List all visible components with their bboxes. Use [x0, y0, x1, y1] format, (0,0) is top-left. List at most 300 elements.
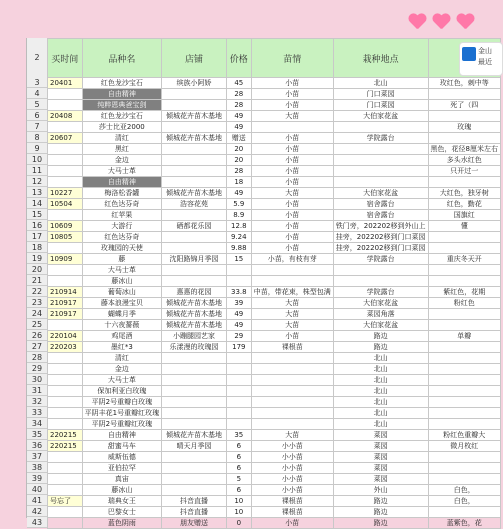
cell-shop[interactable]: 倾城花卉苗木基地	[162, 298, 227, 309]
cell-shop[interactable]: 沈阳路锦月季园	[162, 254, 227, 265]
cell-shop[interactable]: 小蹦腿园艺家	[162, 331, 227, 342]
cell-price[interactable]: 9.88	[226, 243, 251, 254]
row-number[interactable]: 27	[27, 341, 47, 352]
cell-shop[interactable]	[162, 386, 227, 397]
cell-price[interactable]: 赠送	[226, 133, 251, 144]
cell-seedling[interactable]	[251, 276, 333, 287]
cell-seedling[interactable]	[251, 375, 333, 386]
cell-notes[interactable]: 重庆冬天开	[428, 254, 501, 265]
row-number[interactable]: 24	[27, 308, 47, 319]
cell-date[interactable]: 210917	[48, 309, 83, 320]
cell-price[interactable]: 20	[226, 144, 251, 155]
cell-variety[interactable]: 大游行	[82, 221, 162, 232]
cell-variety[interactable]: 莎士比亚2000	[82, 122, 162, 133]
cell-shop[interactable]	[162, 408, 227, 419]
cell-seedling[interactable]: 大苗	[251, 188, 333, 199]
row-number[interactable]: 19	[27, 253, 47, 264]
cell-variety[interactable]: 蓝色阴雨	[82, 518, 162, 529]
table-row[interactable]	[48, 452, 501, 463]
cell-date[interactable]	[48, 452, 83, 463]
cell-shop[interactable]	[162, 155, 227, 166]
table-row[interactable]	[48, 232, 501, 243]
cell-date[interactable]: 220215	[48, 441, 83, 452]
cell-variety[interactable]: 保加利亚白玫瑰	[82, 386, 162, 397]
cell-notes[interactable]: 懂	[428, 221, 501, 232]
cell-seedling[interactable]: 大苗	[251, 309, 333, 320]
cell-seedling[interactable]: 裸根苗	[251, 507, 333, 518]
table-row[interactable]	[48, 199, 501, 210]
cell-price[interactable]: 39	[226, 298, 251, 309]
row-number[interactable]: 13	[27, 187, 47, 198]
cell-seedling[interactable]: 小苗	[251, 177, 333, 188]
cell-seedling[interactable]	[251, 386, 333, 397]
cell-seedling[interactable]: 小苗	[251, 221, 333, 232]
row-number[interactable]: 34	[27, 418, 47, 429]
row-number[interactable]: 9	[27, 143, 47, 154]
row-number[interactable]: 41	[27, 495, 47, 506]
table-row[interactable]	[48, 254, 501, 265]
cell-price[interactable]: 33.8	[226, 287, 251, 298]
table-row[interactable]	[48, 430, 501, 441]
cell-date[interactable]: 10227	[48, 188, 83, 199]
cell-notes[interactable]: 微月枚红	[428, 441, 501, 452]
cell-date[interactable]	[48, 166, 83, 177]
cell-price[interactable]	[226, 397, 251, 408]
cell-date[interactable]	[48, 463, 83, 474]
cell-location[interactable]: 北山	[333, 408, 428, 419]
cell-date[interactable]	[48, 210, 83, 221]
cell-shop[interactable]	[162, 144, 227, 155]
cell-location[interactable]: 挂旁，202202移到门口菜园	[333, 243, 428, 254]
cell-variety[interactable]: 平阴丰花1号重瓣红玫瑰	[82, 408, 162, 419]
cell-shop[interactable]: 浩容花苑	[162, 199, 227, 210]
cell-notes[interactable]	[428, 364, 501, 375]
cell-price[interactable]: 49	[226, 320, 251, 331]
cell-shop[interactable]	[162, 210, 227, 221]
cell-date[interactable]	[48, 177, 83, 188]
col-header-variety[interactable]: 品种名	[82, 39, 162, 78]
cell-date[interactable]	[48, 419, 83, 430]
cell-date[interactable]: 20607	[48, 133, 83, 144]
cell-shop[interactable]	[162, 353, 227, 364]
cell-seedling[interactable]: 小小苗	[251, 474, 333, 485]
cell-shop[interactable]	[162, 122, 227, 133]
cell-shop[interactable]	[162, 166, 227, 177]
cell-variety[interactable]: 巴黎女士	[82, 507, 162, 518]
cell-price[interactable]: 49	[226, 111, 251, 122]
cell-notes[interactable]	[428, 133, 501, 144]
cell-seedling[interactable]: 小小苗	[251, 485, 333, 496]
cell-seedling[interactable]: 小小苗	[251, 463, 333, 474]
cell-seedling[interactable]	[251, 364, 333, 375]
cell-variety[interactable]: 平阴2号重瓣红玫瑰	[82, 419, 162, 430]
cell-location[interactable]: 路边	[333, 496, 428, 507]
cell-location[interactable]: 菜园	[333, 430, 428, 441]
cell-date[interactable]: 10805	[48, 232, 83, 243]
cell-notes[interactable]	[428, 463, 501, 474]
cell-location[interactable]: 菜园	[333, 463, 428, 474]
cell-date[interactable]	[48, 89, 83, 100]
cell-notes[interactable]	[428, 386, 501, 397]
cell-seedling[interactable]: 小苗	[251, 199, 333, 210]
cell-notes[interactable]: 红色，勤花	[428, 199, 501, 210]
cell-notes[interactable]: 单瓣	[428, 331, 501, 342]
col-header-price[interactable]: 价格	[226, 39, 251, 78]
cell-seedling[interactable]: 小苗	[251, 210, 333, 221]
cell-shop[interactable]: 倾城花卉苗木基地	[162, 309, 227, 320]
cell-notes[interactable]	[428, 353, 501, 364]
cell-price[interactable]: 49	[226, 122, 251, 133]
cell-date[interactable]	[48, 474, 83, 485]
table-row[interactable]	[48, 397, 501, 408]
cell-variety[interactable]: 蝴蝶月季	[82, 309, 162, 320]
cell-notes[interactable]: 多头水红色	[428, 155, 501, 166]
cell-location[interactable]: 挂旁，202202移到门口菜园	[333, 232, 428, 243]
table-row[interactable]	[48, 507, 501, 518]
cell-price[interactable]	[226, 386, 251, 397]
row-number[interactable]: 3	[27, 77, 47, 88]
cell-seedling[interactable]: 小苗	[251, 243, 333, 254]
table-row[interactable]	[48, 166, 501, 177]
cell-location[interactable]: 北山	[333, 419, 428, 430]
cell-price[interactable]	[226, 375, 251, 386]
cell-location[interactable]	[333, 122, 428, 133]
table-row[interactable]	[48, 309, 501, 320]
cell-shop[interactable]	[162, 232, 227, 243]
cell-variety[interactable]: 清红	[82, 353, 162, 364]
row-number-header[interactable]: 2	[27, 38, 47, 78]
cell-location[interactable]: 北山	[333, 78, 428, 89]
cell-price[interactable]: 6	[226, 441, 251, 452]
cell-shop[interactable]: 朋友赠送	[162, 518, 227, 529]
cell-location[interactable]: 学院露台	[333, 133, 428, 144]
cell-price[interactable]	[226, 419, 251, 430]
cell-location[interactable]: 菜园角落	[333, 309, 428, 320]
cell-notes[interactable]: 粉红色重瓣大	[428, 430, 501, 441]
cell-seedling[interactable]: 小苗	[251, 100, 333, 111]
cell-seedling[interactable]	[251, 353, 333, 364]
table-row[interactable]	[48, 485, 501, 496]
data-table[interactable]	[47, 38, 501, 529]
cell-location[interactable]: 大伯家花盆	[333, 188, 428, 199]
cell-notes[interactable]	[428, 452, 501, 463]
table-row[interactable]	[48, 496, 501, 507]
cell-price[interactable]: 28	[226, 89, 251, 100]
cell-date[interactable]: 号忘了	[48, 496, 83, 507]
cell-seedling[interactable]: 裸根苗	[251, 342, 333, 353]
cell-notes[interactable]: 紫红色，花期	[428, 287, 501, 298]
cell-notes[interactable]: 国旗红	[428, 210, 501, 221]
cell-price[interactable]	[226, 353, 251, 364]
cell-shop[interactable]	[162, 452, 227, 463]
cell-location[interactable]: 学院露台	[333, 287, 428, 298]
row-number[interactable]: 18	[27, 242, 47, 253]
cell-date[interactable]	[48, 485, 83, 496]
cell-notes[interactable]	[428, 397, 501, 408]
cell-notes[interactable]	[428, 507, 501, 518]
table-row[interactable]	[48, 298, 501, 309]
row-number[interactable]: 22	[27, 286, 47, 297]
row-number[interactable]: 17	[27, 231, 47, 242]
cell-location[interactable]	[333, 166, 428, 177]
cell-price[interactable]: 18	[226, 177, 251, 188]
table-row[interactable]	[48, 364, 501, 375]
cell-date[interactable]	[48, 122, 83, 133]
cell-seedling[interactable]	[251, 408, 333, 419]
cell-date[interactable]: 20401	[48, 78, 83, 89]
cell-price[interactable]: 12.8	[226, 221, 251, 232]
cell-notes[interactable]	[428, 309, 501, 320]
cell-price[interactable]	[226, 265, 251, 276]
col-header-shop[interactable]: 店铺	[162, 39, 227, 78]
table-row[interactable]	[48, 375, 501, 386]
cell-variety[interactable]: 大马士革	[82, 375, 162, 386]
cell-seedling[interactable]: 裸根苗	[251, 496, 333, 507]
cell-variety[interactable]: 平阴2号重瓣白玫瑰	[82, 397, 162, 408]
cell-seedling[interactable]: 小小苗	[251, 441, 333, 452]
cell-date[interactable]: 210914	[48, 287, 83, 298]
cell-seedling[interactable]	[251, 122, 333, 133]
table-row[interactable]	[48, 342, 501, 353]
table-row[interactable]	[48, 221, 501, 232]
cell-date[interactable]: 220104	[48, 331, 83, 342]
cell-variety[interactable]: 甜蜜马车	[82, 441, 162, 452]
cell-shop[interactable]: 抖音直播	[162, 496, 227, 507]
row-number[interactable]: 29	[27, 363, 47, 374]
cell-variety[interactable]: 黑红	[82, 144, 162, 155]
cell-price[interactable]: 45	[226, 78, 251, 89]
cell-shop[interactable]: 倾城花卉苗木基地	[162, 320, 227, 331]
cell-price[interactable]: 0	[226, 518, 251, 529]
cell-location[interactable]: 宿舍露台	[333, 210, 428, 221]
table-row[interactable]	[48, 155, 501, 166]
row-number[interactable]: 11	[27, 165, 47, 176]
table-row[interactable]	[48, 287, 501, 298]
cell-variety[interactable]: 红苹果	[82, 210, 162, 221]
row-number[interactable]: 39	[27, 473, 47, 484]
cell-location[interactable]: 门口菜园	[333, 89, 428, 100]
cell-notes[interactable]	[428, 243, 501, 254]
cell-variety[interactable]: 红色达芬奇	[82, 199, 162, 210]
table-row[interactable]	[48, 144, 501, 155]
table-row[interactable]	[48, 122, 501, 133]
row-number[interactable]: 5	[27, 99, 47, 110]
cell-shop[interactable]: 倾城花卉苗木基地	[162, 111, 227, 122]
row-number[interactable]: 43	[27, 517, 47, 528]
row-number[interactable]: 25	[27, 319, 47, 330]
table-row[interactable]	[48, 78, 501, 89]
cell-date[interactable]: 220203	[48, 342, 83, 353]
cell-location[interactable]: 北山	[333, 375, 428, 386]
cell-shop[interactable]	[162, 419, 227, 430]
cell-date[interactable]: 210917	[48, 298, 83, 309]
table-row[interactable]	[48, 133, 501, 144]
table-row[interactable]	[48, 188, 501, 199]
row-number[interactable]: 36	[27, 440, 47, 451]
row-number[interactable]: 12	[27, 176, 47, 187]
cell-date[interactable]	[48, 100, 83, 111]
table-row[interactable]	[48, 89, 501, 100]
cell-variety[interactable]: 梅洛松香罐	[82, 188, 162, 199]
cell-price[interactable]: 5	[226, 474, 251, 485]
cell-seedling[interactable]: 小苗	[251, 518, 333, 529]
cell-location[interactable]: 菜园	[333, 474, 428, 485]
cell-seedling[interactable]: 小苗	[251, 144, 333, 155]
cell-shop[interactable]	[162, 265, 227, 276]
cell-date[interactable]	[48, 507, 83, 518]
cell-date[interactable]: 10609	[48, 221, 83, 232]
cell-date[interactable]	[48, 518, 83, 529]
row-number[interactable]: 31	[27, 385, 47, 396]
spreadsheet[interactable]	[26, 38, 501, 527]
row-number[interactable]: 26	[27, 330, 47, 341]
cell-shop[interactable]	[162, 364, 227, 375]
cell-notes[interactable]: 只开过一	[428, 166, 501, 177]
row-number[interactable]: 6	[27, 110, 47, 121]
cell-seedling[interactable]: 小苗	[251, 166, 333, 177]
cell-notes[interactable]: 死了（四	[428, 100, 501, 111]
table-row[interactable]	[48, 518, 501, 529]
cell-seedling[interactable]: 小苗	[251, 232, 333, 243]
cell-date[interactable]	[48, 364, 83, 375]
cell-location[interactable]	[333, 144, 428, 155]
col-header-date[interactable]: 买时间	[48, 39, 83, 78]
cell-variety[interactable]: 墨红*3	[82, 342, 162, 353]
cell-variety[interactable]: 藤	[82, 254, 162, 265]
cell-price[interactable]: 15	[226, 254, 251, 265]
cell-notes[interactable]	[428, 276, 501, 287]
cell-notes[interactable]: 粉红色	[428, 298, 501, 309]
cell-variety[interactable]: 自由精神	[82, 89, 162, 100]
cell-location[interactable]: 菜园	[333, 452, 428, 463]
table-row[interactable]	[48, 386, 501, 397]
cell-notes[interactable]	[428, 89, 501, 100]
cell-price[interactable]: 10	[226, 496, 251, 507]
table-row[interactable]	[48, 441, 501, 452]
cell-seedling[interactable]: 小苗，有枝有芽	[251, 254, 333, 265]
cell-price[interactable]: 10	[226, 507, 251, 518]
cell-location[interactable]: 菜园	[333, 441, 428, 452]
row-number[interactable]: 21	[27, 275, 47, 286]
cell-seedling[interactable]: 小小苗	[251, 452, 333, 463]
cell-date[interactable]	[48, 276, 83, 287]
row-number[interactable]: 7	[27, 121, 47, 132]
cell-notes[interactable]	[428, 375, 501, 386]
table-row[interactable]	[48, 265, 501, 276]
cell-notes[interactable]: 白色，	[428, 485, 501, 496]
table-row[interactable]	[48, 474, 501, 485]
cell-shop[interactable]: 抖音直播	[162, 507, 227, 518]
cell-price[interactable]	[226, 276, 251, 287]
cell-price[interactable]: 28	[226, 166, 251, 177]
cell-shop[interactable]	[162, 276, 227, 287]
cell-date[interactable]: 10909	[48, 254, 83, 265]
cell-seedling[interactable]: 中苗，带花束，株型包满	[251, 287, 333, 298]
cell-price[interactable]: 6	[226, 452, 251, 463]
cell-shop[interactable]	[162, 397, 227, 408]
app-badge[interactable]	[459, 42, 503, 76]
cell-price[interactable]	[226, 364, 251, 375]
cell-price[interactable]: 35	[226, 430, 251, 441]
cell-seedling[interactable]: 小苗	[251, 155, 333, 166]
cell-variety[interactable]: 金边	[82, 155, 162, 166]
cell-variety[interactable]: 藤本浪漫宝贝	[82, 298, 162, 309]
cell-price[interactable]: 179	[226, 342, 251, 353]
cell-shop[interactable]	[162, 474, 227, 485]
cell-variety[interactable]: 威斯伍德	[82, 452, 162, 463]
cell-location[interactable]: 外山	[333, 485, 428, 496]
cell-shop[interactable]: 惠惠的花园	[162, 287, 227, 298]
cell-variety[interactable]: 鸡尾酒	[82, 331, 162, 342]
cell-shop[interactable]	[162, 177, 227, 188]
cell-variety[interactable]: 红色龙沙宝石	[82, 78, 162, 89]
cell-notes[interactable]	[428, 111, 501, 122]
cell-variety[interactable]: 瑞典女王	[82, 496, 162, 507]
cell-variety[interactable]: 纯粹恩典爸宝剑	[82, 100, 162, 111]
cell-notes[interactable]	[428, 320, 501, 331]
cell-notes[interactable]	[428, 474, 501, 485]
cell-location[interactable]: 铁门旁，202202移到外山上	[333, 221, 428, 232]
cell-notes[interactable]	[428, 342, 501, 353]
cell-shop[interactable]: 晴天月季园	[162, 441, 227, 452]
cell-location[interactable]: 学院露台	[333, 254, 428, 265]
cell-location[interactable]: 大伯家花盆	[333, 298, 428, 309]
cell-variety[interactable]: 金边	[82, 364, 162, 375]
cell-notes[interactable]	[428, 232, 501, 243]
table-row[interactable]	[48, 408, 501, 419]
cell-price[interactable]: 6	[226, 485, 251, 496]
cell-shop[interactable]	[162, 463, 227, 474]
cell-shop[interactable]: 缤族小阿娇	[162, 78, 227, 89]
table-row[interactable]	[48, 353, 501, 364]
cell-location[interactable]: 路边	[333, 342, 428, 353]
table-row[interactable]	[48, 111, 501, 122]
row-number[interactable]: 16	[27, 220, 47, 231]
cell-seedling[interactable]: 小苗	[251, 89, 333, 100]
cell-variety[interactable]: 红色龙沙宝石	[82, 111, 162, 122]
cell-date[interactable]	[48, 386, 83, 397]
row-number[interactable]: 10	[27, 154, 47, 165]
table-row[interactable]	[48, 210, 501, 221]
cell-location[interactable]: 北山	[333, 364, 428, 375]
col-header-seedling[interactable]: 苗情	[251, 39, 333, 78]
cell-location[interactable]	[333, 265, 428, 276]
cell-variety[interactable]: 清红	[82, 133, 162, 144]
table-row[interactable]	[48, 320, 501, 331]
cell-location[interactable]	[333, 276, 428, 287]
cell-notes[interactable]: 玫红色，刺中等	[428, 78, 501, 89]
row-number[interactable]: 40	[27, 484, 47, 495]
cell-notes[interactable]: 黑色，花径8厘米左右	[428, 144, 501, 155]
cell-price[interactable]: 8.9	[226, 210, 251, 221]
cell-date[interactable]	[48, 155, 83, 166]
cell-notes[interactable]: 玫瑰	[428, 122, 501, 133]
cell-notes[interactable]: 白色，	[428, 496, 501, 507]
cell-date[interactable]	[48, 265, 83, 276]
cell-variety[interactable]: 亚伯拉罕	[82, 463, 162, 474]
cell-date[interactable]	[48, 144, 83, 155]
row-number[interactable]: 32	[27, 396, 47, 407]
cell-location[interactable]: 路边	[333, 507, 428, 518]
row-number[interactable]: 23	[27, 297, 47, 308]
cell-seedling[interactable]	[251, 397, 333, 408]
cell-date[interactable]	[48, 243, 83, 254]
row-number[interactable]: 14	[27, 198, 47, 209]
table-row[interactable]	[48, 276, 501, 287]
cell-variety[interactable]: 自由精神	[82, 430, 162, 441]
table-row[interactable]	[48, 243, 501, 254]
cell-seedling[interactable]	[251, 419, 333, 430]
